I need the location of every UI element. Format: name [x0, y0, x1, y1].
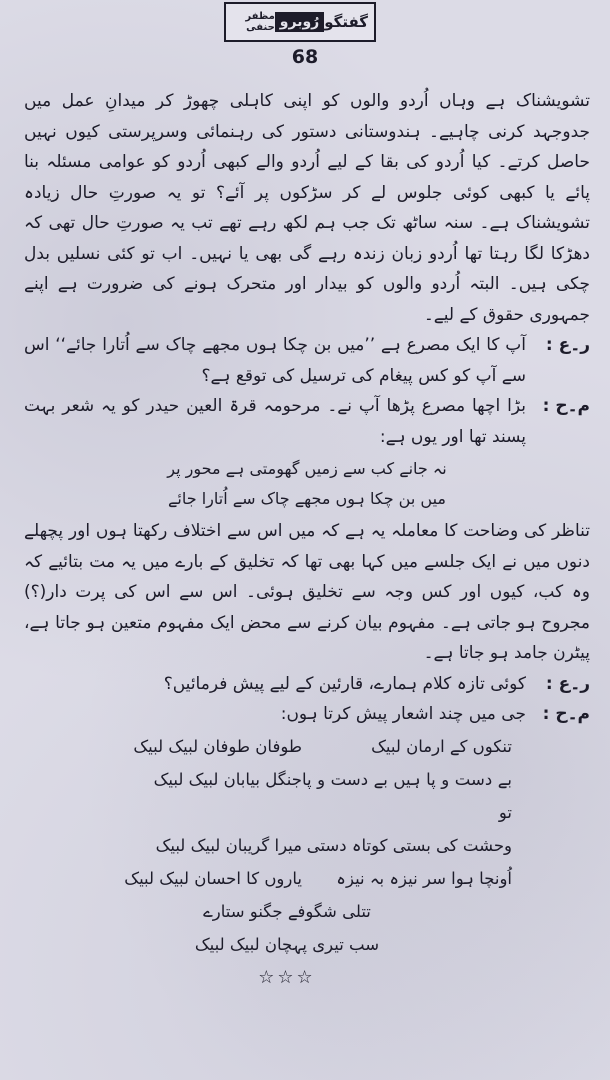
- speaker-label: ر۔ع :: [545, 673, 590, 694]
- hemistich: یاروں کا احسان لبیک لبیک: [124, 868, 302, 888]
- text-line: آپ کا ایک مصرع ہے ’’میں بن چکا ہوں مجھے چاک سے اُتارا جائے‘‘ اس سے آپ: [24, 335, 526, 386]
- poem-line: [24, 763, 590, 829]
- text-line: کو کس پیغام کی ترسیل کی توقع ہے؟: [201, 365, 471, 386]
- poem-closing-line: سب تیری پہچان لبیک لبیک: [194, 934, 380, 954]
- poem-line: [24, 730, 590, 763]
- poem-line: [24, 829, 590, 862]
- hemistich: جنگل بیابان لبیک لبیک: [153, 769, 302, 789]
- text-line: تناظر کی وضاحت کا معاملہ یہ ہے کہ میں اس سے اختلاف رکھتا ہوں اور پچھلے: [24, 521, 590, 541]
- text-line: بڑا اچھا مصرع پڑھا آپ نے۔ مرحومہ قرۃ العین حیدر کو یہ شعر بہت پسند تھا اور: [24, 396, 526, 447]
- text-line: اُردو والوں کو بیدار اور متحرک ہونے کی ضرورت ہے اپنے جمہوری حقوق کے لیے۔: [24, 274, 590, 325]
- page-body: [24, 86, 590, 993]
- paragraph-2: [24, 516, 590, 669]
- text-line: حال زیادہ تشویشناک ہے۔ سنہ ساٹھ تک جب ہم لکھ رہے تھے تب یہ صورتِ حال تھی کہ: [24, 182, 590, 233]
- text-line: تشویشناک ہے وہاں اُردو والوں کو اپنی کاہلی چھوڑ کر میدانِ عمل میں جدوجہد کرنی چاہیے۔: [24, 91, 590, 142]
- header-title: گفتگو: [324, 13, 368, 31]
- couplet: [24, 454, 590, 514]
- hemistich: میرا گریبان لبیک لبیک: [155, 835, 302, 855]
- text-line: کیوں اور کس وجہ سے تخلیق ہوئی۔ اس سے اس کی پرت دار(؟) مجروح ہو جاتی ہے۔: [24, 582, 591, 633]
- answer-text: جی میں چند اشعار پیش کرتا ہوں:: [280, 704, 526, 724]
- page-number: 68: [291, 46, 319, 68]
- hemistich: طوفان طوفان لبیک لبیک: [133, 736, 302, 756]
- answer-2: [24, 699, 590, 730]
- poem-closing-line: تتلی شگوفے جگنو ستارے: [203, 901, 371, 921]
- running-header: [224, 2, 376, 42]
- verse-line: نہ جانے کب سے زمیں گھومتی ہے محور پر: [167, 459, 447, 478]
- header-badge: رُوبرو: [275, 12, 324, 32]
- text-line: یوں ہے:: [379, 426, 437, 447]
- text-line: دھڑکا لگا رہتا تھا اُردو زبان زندہ رہے گی بھی یا نہیں۔ اب تو کئی نسلیں بدل چکی ہیں۔ البتہ: [24, 243, 590, 294]
- speaker-label: م۔ح :: [542, 704, 590, 724]
- text-line: والے کبھی اُردو کو عوامی مسئلہ بنا پائے یا کبھی کوئی جلوس لے کر سڑکوں پر آئے؟ تو یہ صورتِ: [24, 152, 590, 203]
- hemistich: وحشت کی بستی کوتاہ دستی: [306, 835, 512, 855]
- hemistich: تنکوں کے ارمان لبیک: [371, 736, 512, 756]
- poem: [24, 730, 590, 961]
- question-1: [24, 330, 590, 391]
- text-line: ہندوستانی دستور کی رہنمائی وسرپرستی کیوں نہیں حاصل کرتے۔ کیا اُردو کی بقا کے لیے اُردو: [24, 121, 590, 172]
- question-2: [24, 669, 590, 700]
- text-line: مفہوم بیان کرنے سے محض ایک مفہوم متعین ہو جاتا ہے، پیٹرن جامد ہو جاتا ہے۔: [24, 612, 590, 663]
- section-end-stars: ☆☆☆: [258, 966, 316, 988]
- poem-line: [24, 862, 590, 895]
- text-line: دنوں میں نے ایک جلسے میں کہا بھی تھا کہ تخلیق کے بارے میں یہ مت بتائیے کہ وہ کب،: [24, 551, 590, 602]
- speaker-label: ر۔ع :: [545, 335, 590, 355]
- paragraph-1: [24, 86, 590, 330]
- speaker-label: م۔ح :: [542, 396, 590, 416]
- question-text: کوئی تازہ کلام ہمارے، قارئین کے لیے پیش فرمائیں؟: [163, 673, 526, 694]
- answer-1: [24, 391, 590, 452]
- hemistich: بے دست و پا ہیں بے دست و پا تو: [302, 769, 512, 822]
- header-author: مظفر حنفی: [245, 11, 275, 33]
- verse-line: میں بن چکا ہوں مجھے چاک سے اُتارا جائے: [168, 489, 446, 508]
- hemistich: اُونچا ہوا سر نیزہ بہ نیزہ: [336, 868, 512, 888]
